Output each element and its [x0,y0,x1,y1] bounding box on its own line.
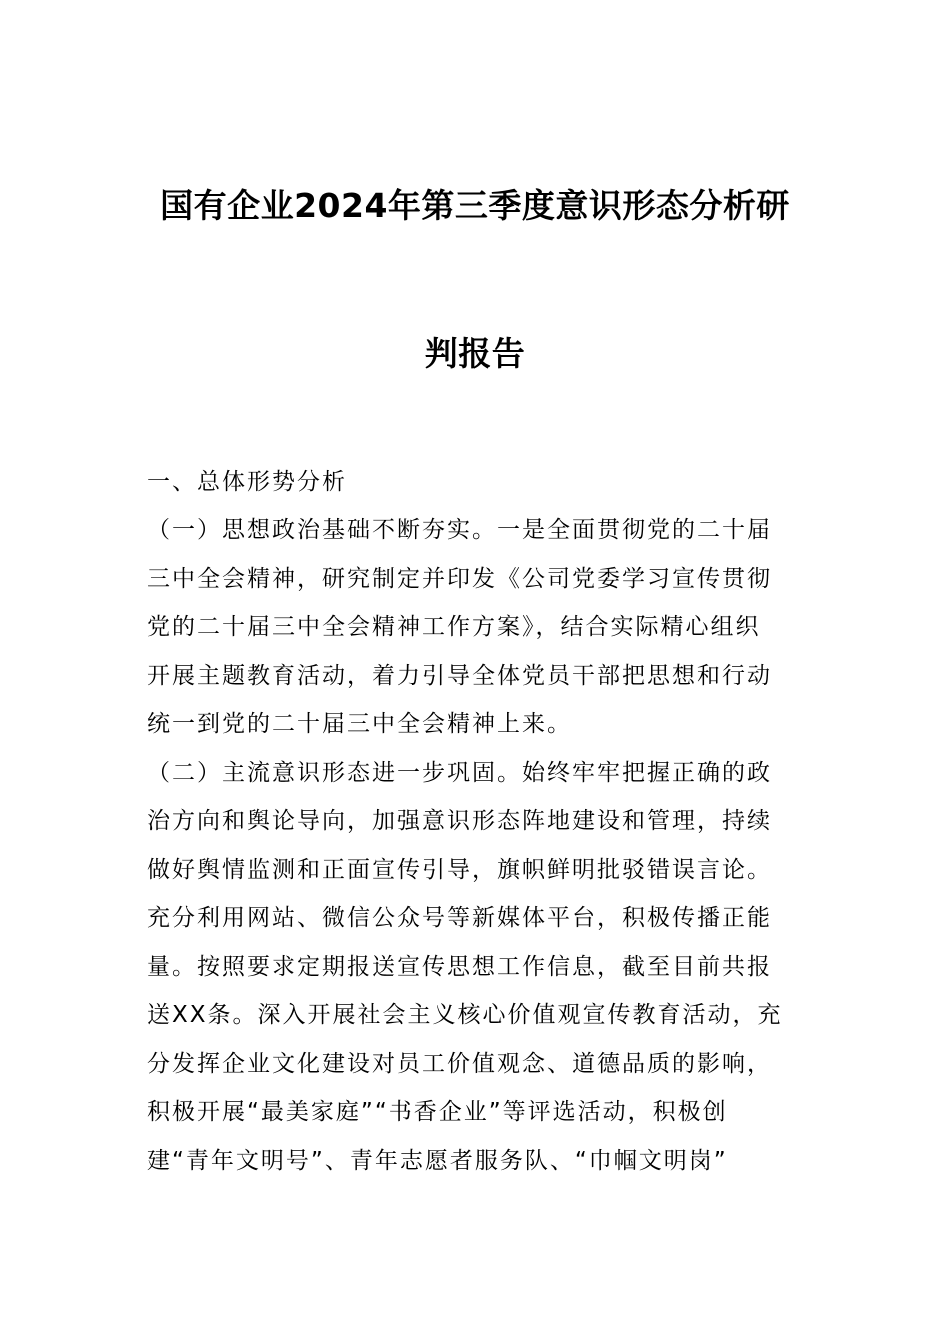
paragraph-line: 送XX条。深入开展社会主义核心价值观宣传教育活动，充 [147,1002,783,1028]
paragraph-line: 分发挥企业文化建设对员工价值观念、道德品质的影响， [147,1050,772,1077]
paragraph-line: 统一到党的二十届三中全会精神上来。 [147,711,572,737]
paragraph-line: 治方向和舆论导向，加强意识形态阵地建设和管理，持续 [147,808,772,834]
paragraph-line: 建“青年文明号”、青年志愿者服务队、“巾帼文明岗” [147,1147,728,1174]
paragraph-line: 开展主题教育活动，着力引导全体党员干部把思想和行动 [147,662,772,689]
document-title-line-1: 国有企业2024年第三季度意识形态分析研 [160,186,790,225]
paragraph-line: 做好舆情监测和正面宣传引导，旗帜鲜明批驳错误言论。 [147,856,772,883]
paragraph-line: 党的二十届三中全会精神工作方案》，结合实际精心组织 [147,614,761,640]
paragraph-line: 三中全会精神，研究制定并印发《公司党委学习宣传贯彻 [147,565,772,592]
document-title-line-2: 判报告 [424,334,526,373]
paragraph-line: （一）思想政治基础不断夯实。一是全面贯彻党的二十届 [147,517,772,543]
paragraph-line: （二）主流意识形态进一步巩固。始终牢牢把握正确的政 [147,759,772,786]
paragraph-line: 量。按照要求定期报送宣传思想工作信息，截至目前共报 [147,953,772,980]
paragraph-line: 积极开展“最美家庭”“书香企业”等评选活动，积极创 [147,1099,728,1125]
body-paragraphs [147,506,807,1185]
paragraph-line: 充分利用网站、微信公众号等新媒体平台，积极传播正能 [147,905,772,931]
section-heading: 一、总体形势分析 [147,469,347,495]
